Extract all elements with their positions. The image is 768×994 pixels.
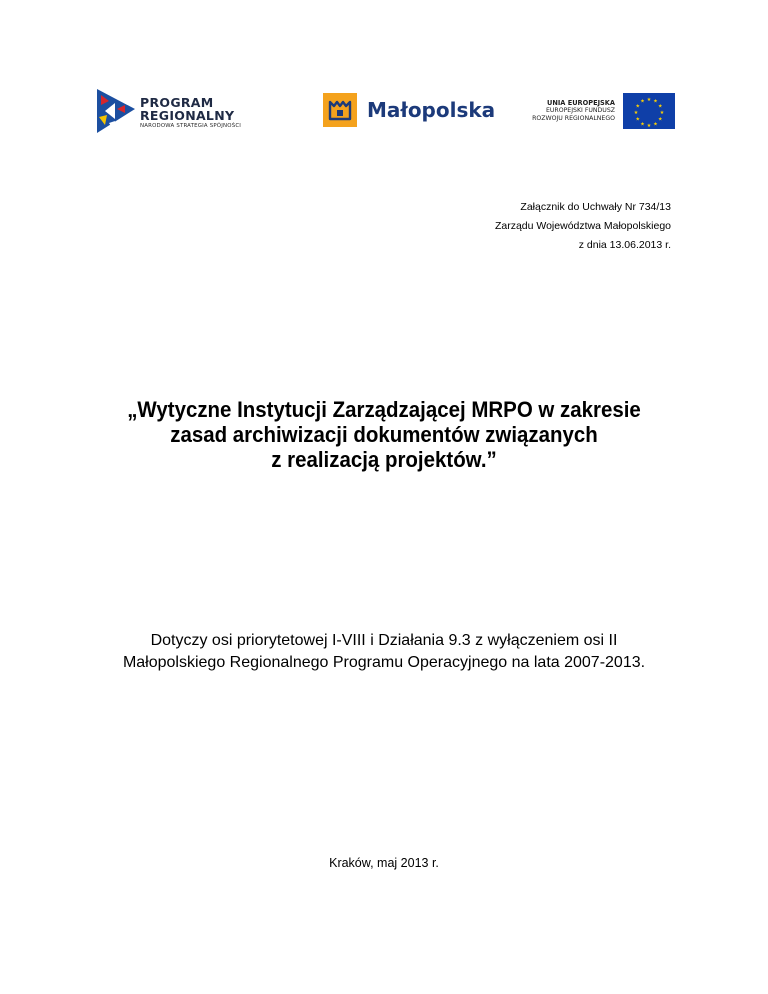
program-regionalny-subline: NARODOWA STRATEGIA SPÓJNOŚCI [140,123,242,129]
program-regionalny-line1: PROGRAM [140,95,214,110]
title-line1: „Wytyczne Instytucji Zarządzającej MRPO w zakresie [127,397,641,422]
malopolska-name: Małopolska [367,98,496,122]
svg-text:★: ★ [646,123,652,129]
eu-line3: ROZWOJU REGIONALNEGO [532,115,615,122]
svg-text:★: ★ [635,116,640,123]
eu-logo [515,93,675,133]
annex-reference [495,198,671,255]
malopolska-emblem-icon [323,93,357,127]
eu-flag-icon [623,93,675,129]
program-regionalny-emblem-icon [95,87,139,135]
annex-line1: Załącznik do Uchwały Nr 734/13 [520,201,671,213]
svg-text:★: ★ [635,103,640,110]
svg-text:★: ★ [640,98,645,105]
svg-text:★: ★ [658,116,663,123]
annex-line3: z dnia 13.06.2013 r. [578,239,671,251]
svg-text:★: ★ [658,103,663,110]
program-regionalny-logo [95,85,280,137]
svg-text:★: ★ [653,121,658,128]
svg-text:★: ★ [640,121,645,128]
annex-line2: Zarządu Województwa Małopolskiego [494,220,671,232]
svg-text:★: ★ [653,98,658,105]
subtitle-line1: Dotyczy osi priorytetowej I-VIII i Działania 9.3 z wyłączeniem osi II [150,632,618,649]
svg-text:★: ★ [633,110,639,116]
eu-line1: UNIA EUROPEJSKA [546,99,615,107]
svg-text:★: ★ [659,110,665,116]
title-line3: z realizacją projektów.” [271,447,497,472]
eu-line2: EUROPEJSKI FUNDUSZ [545,107,615,114]
eu-text [532,99,615,123]
document-subtitle [20,630,748,674]
subtitle-line2: Małopolskiego Regionalnego Programu Operacyjnego na lata 2007-2013. [122,654,646,671]
title-line2: zasad archiwizacji dokumentów związanych [170,422,598,447]
svg-text:★: ★ [646,97,652,103]
malopolska-logo [323,93,503,129]
program-regionalny-line2: REGIONALNY [140,108,235,123]
document-title [64,397,704,472]
logo-bar [95,85,675,137]
place-date: Kraków, maj 2013 r. [329,856,439,870]
